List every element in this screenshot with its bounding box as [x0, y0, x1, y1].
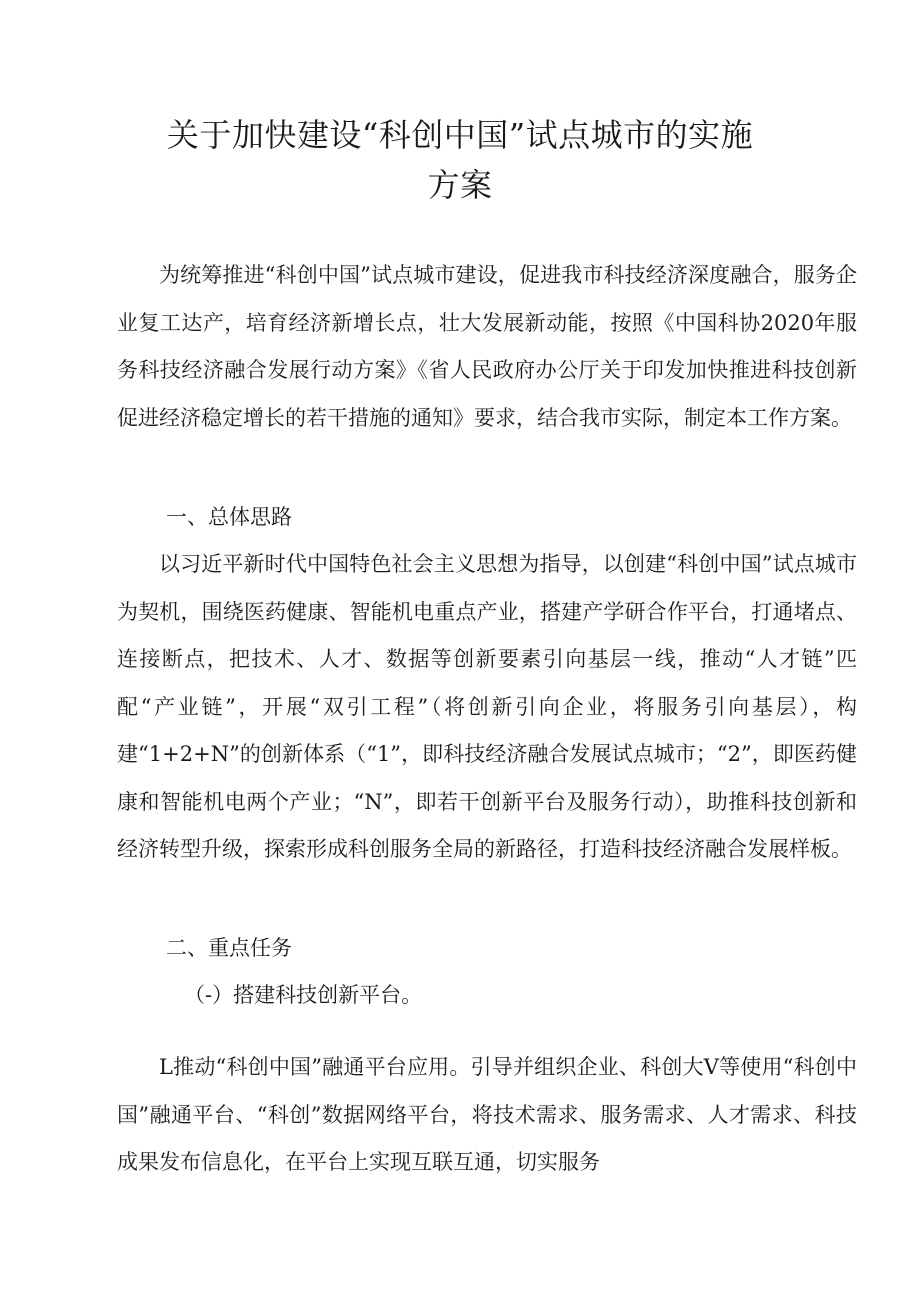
section-1-heading: 一、总体思路	[166, 505, 292, 529]
document-title-line-1: 关于加快建设“科创中国”试点城市的实施	[166, 116, 754, 154]
subsection-1-heading: （-）搭建科技创新平台。	[184, 983, 423, 1007]
intro-paragraph: 为统筹推进“科创中国”试点城市建设，促进我市科技经济深度融合，服务企业复工达产，培育经济新增长点，壮大发展新动能，按照《中国科协2020年服务科技经济融合发展行动方案》《省人民政府办公厅关于印发加快推进科技创新促进经济稳定增长的若干措施的通知》要求，结合我市实际，制定本工作方案。	[117, 263, 857, 430]
section-1-paragraph: 以习近平新时代中国特色社会主义思想为指导，以创建“科创中国”试点城市为契机，围绕医药健康、智能机电重点产业，搭建产学研合作平台，打通堵点、连接断点，把技术、人才、数据等创新要素引向基层一线，推动“人才链”匹配“产业链”，开展“双引工程”（将创新引向企业，将服务引向基层），构建“1+2+N”的创新体系（“1”，即科技经济融合发展试点城市；“2”，即医药健康和智能机电两个产业；“N”，即若干创新平台及服务行动），助推科技创新和经济转型升级，探索形成科创服务全局的新路径，打造科技经济融合发展样板。	[117, 552, 857, 861]
item-1-paragraph: L推动“科创中国”融通平台应用。引导并组织企业、科创大V等使用“科创中国”融通平台、“科创”数据网络平台，将技术需求、服务需求、人才需求、科技成果发布信息化，在平台上实现互联互通，切实服务	[117, 1055, 857, 1174]
section-2-heading: 二、重点任务	[166, 936, 292, 960]
document-title-line-2: 方案	[427, 166, 493, 204]
